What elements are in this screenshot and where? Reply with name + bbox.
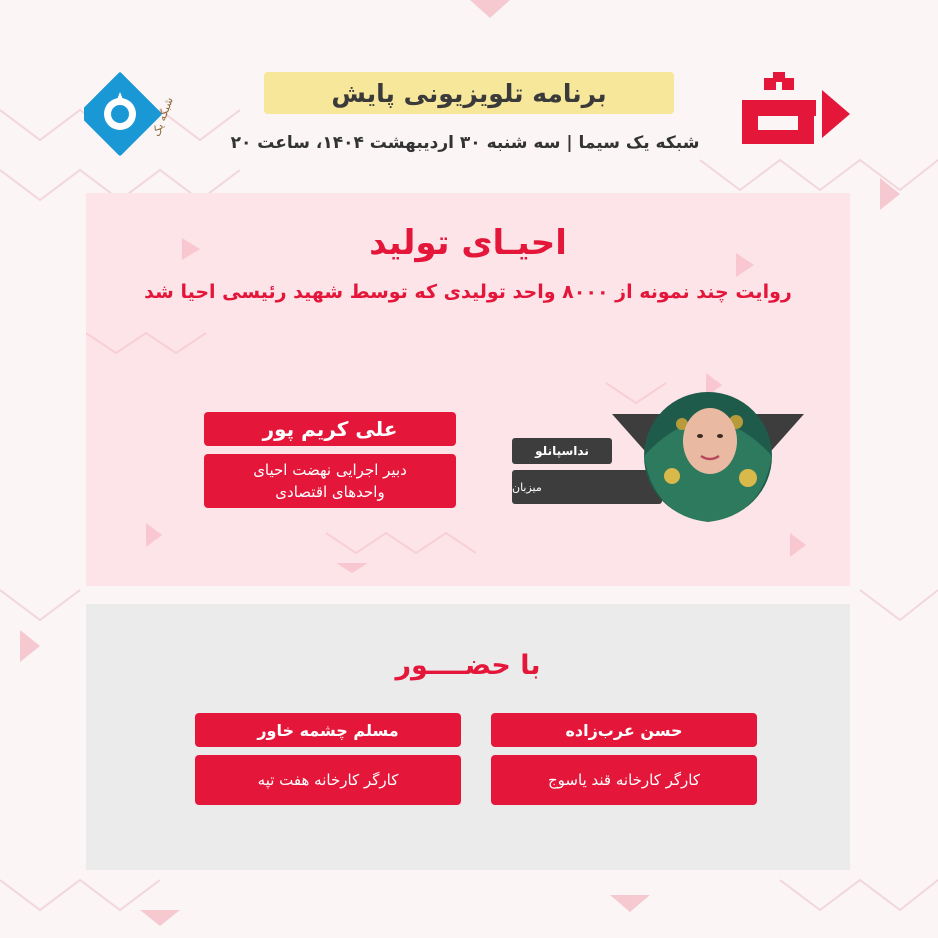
main-guest-name: علی کریم پور <box>204 412 456 446</box>
guest-name-1: حسن عرب‌زاده <box>491 713 757 747</box>
payesh-brand-logo <box>738 72 854 154</box>
guest-name-2: مسلم چشمه خاور <box>195 713 461 747</box>
guest-role-2: کارگر کارخانه هفت تپه <box>195 755 461 805</box>
host-name: نداسپانلو <box>535 444 589 458</box>
host-role: میزبان <box>512 480 542 494</box>
with-presence-title: با حضــــور <box>395 649 541 681</box>
guest-role-1: کارگر کارخانه قند یاسوج <box>491 755 757 805</box>
host-card <box>512 346 806 526</box>
channel-one-logo-text: شبکه یک <box>149 95 176 139</box>
main-guest-role-line2: واحدهای اقتصادی <box>275 483 385 501</box>
host-photo <box>644 392 772 522</box>
episode-title: احیـای تولید <box>369 223 567 263</box>
program-title-pill <box>264 72 674 114</box>
episode-subtitle: روایت چند نمونه از ۸۰۰۰ واحد تولیدی که توسط شهید رئیسی احیا شد <box>144 281 792 303</box>
broadcast-info: شبکه یک سیما | سه شنبه ۳۰ اردیبهشت ۱۴۰۴، ساعت ۲۰ <box>230 133 700 153</box>
channel-one-logo <box>84 70 194 160</box>
main-guest-role <box>204 454 456 508</box>
main-guest-role-line1: دبیر اجرایی نهضت احیای <box>253 460 407 479</box>
host-role-box <box>512 470 662 504</box>
program-title: برنامه تلویزیونی پایش <box>331 78 607 108</box>
